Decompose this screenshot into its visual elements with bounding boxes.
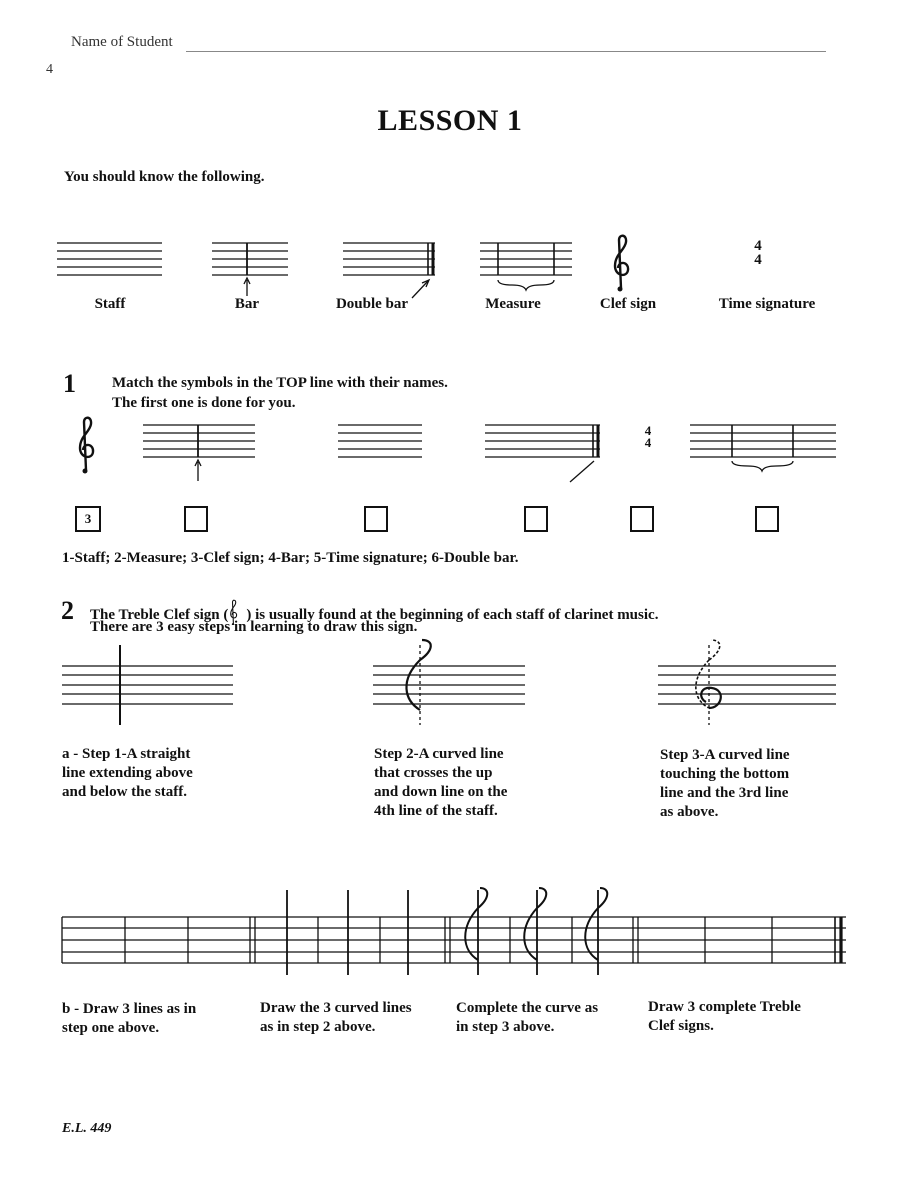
- ex1-staff-symbol: [338, 425, 422, 457]
- label-time-signature: Time signature: [718, 296, 816, 312]
- exercise-1-instruction-2: The first one is done for you.: [112, 395, 296, 411]
- step3-diagram: [658, 640, 836, 725]
- step-3-line: line and the 3rd line: [660, 785, 789, 801]
- answer-box-3[interactable]: [364, 506, 388, 532]
- ex1-time-sig-bottom: 4: [644, 435, 652, 450]
- practice-4-line: Draw 3 complete Treble: [648, 999, 801, 1015]
- ref-staff: [57, 243, 162, 275]
- practice-4-line: Clef signs.: [648, 1018, 714, 1034]
- ref-double-bar: [343, 243, 435, 298]
- student-name-label: Name of Student: [71, 34, 173, 50]
- time-sig-top: 4: [754, 238, 762, 254]
- exercise-1-instruction-1: Match the symbols in the TOP line with their names.: [112, 375, 448, 391]
- practice-2-line: Draw the 3 curved lines: [260, 1000, 412, 1016]
- exercise-1-number: 1: [63, 369, 76, 398]
- practice-caption-4: [648, 998, 801, 1036]
- exercise-2-number: 2: [61, 596, 74, 625]
- instruction-post: ) is usually found at the beginning of each staff of clarinet music.: [246, 607, 659, 623]
- step-2-line: that crosses the up: [374, 765, 493, 781]
- step-2-line: and down line on the: [374, 784, 508, 800]
- step-2-caption: [374, 745, 507, 821]
- ref-time-signature: [751, 239, 765, 267]
- step-1-caption: [62, 745, 193, 802]
- ref-clef-sign: [615, 236, 628, 292]
- page-number: 4: [46, 62, 53, 77]
- practice-3-line: Complete the curve as: [456, 1000, 599, 1016]
- footer-code: E.L. 449: [62, 1121, 112, 1136]
- practice-staff: [62, 888, 846, 975]
- step-1-line: line extending above: [62, 765, 193, 781]
- step-1-line: and below the staff.: [62, 784, 188, 800]
- step-3-line: touching the bottom: [660, 766, 790, 782]
- label-measure: Measure: [485, 296, 541, 312]
- practice-1-line: b - Draw 3 lines as in: [62, 1001, 197, 1017]
- step-3-line: Step 3-A curved line: [660, 747, 790, 763]
- step2-diagram: [373, 640, 525, 725]
- practice-caption-1: [62, 1000, 196, 1038]
- step-1-line: a - Step 1-A straight: [62, 746, 191, 762]
- answer-box-2[interactable]: [184, 506, 208, 532]
- step-3-caption: [660, 746, 790, 822]
- ex1-time-sig-top: 4: [644, 423, 652, 438]
- ex1-time-signature-symbol: [641, 425, 655, 449]
- step-2-line: 4th line of the staff.: [374, 803, 498, 819]
- answer-box-5[interactable]: [630, 506, 654, 532]
- label-double-bar: Double bar: [335, 296, 409, 312]
- practice-1-line: step one above.: [62, 1020, 160, 1036]
- time-sig-bottom: 4: [754, 252, 762, 268]
- practice-caption-3: [456, 999, 598, 1037]
- step1-diagram: [62, 645, 233, 725]
- ref-measure: [480, 243, 572, 290]
- ex1-bar-symbol: [143, 425, 255, 481]
- practice-caption-2: [260, 999, 412, 1037]
- step-2-line: Step 2-A curved line: [374, 746, 504, 762]
- exercise-2-instruction-2: There are 3 easy steps in learning to draw this sign.: [90, 619, 418, 635]
- ref-bar: [212, 243, 288, 296]
- label-staff: Staff: [94, 296, 126, 312]
- answer-key: 1-Staff; 2-Measure; 3-Clef sign; 4-Bar; 5-Time signature; 6-Double bar.: [62, 550, 519, 566]
- practice-3-line: in step 3 above.: [456, 1019, 555, 1035]
- label-clef-sign: Clef sign: [599, 296, 657, 312]
- answer-box-4[interactable]: [524, 506, 548, 532]
- practice-2-line: as in step 2 above.: [260, 1019, 376, 1035]
- page-title: LESSON 1: [377, 104, 523, 137]
- step-3-line: as above.: [660, 804, 719, 820]
- instruction-pre: The Treble Clef sign (: [90, 607, 229, 623]
- intro-text: You should know the following.: [64, 169, 265, 185]
- ex1-clef-symbol: [80, 418, 93, 474]
- ex1-double-bar-symbol: [485, 425, 600, 482]
- label-bar: Bar: [234, 296, 260, 312]
- answer-box-6[interactable]: [755, 506, 779, 532]
- ex1-measure-symbol: [690, 425, 836, 471]
- answer-box-example: 3: [75, 506, 101, 532]
